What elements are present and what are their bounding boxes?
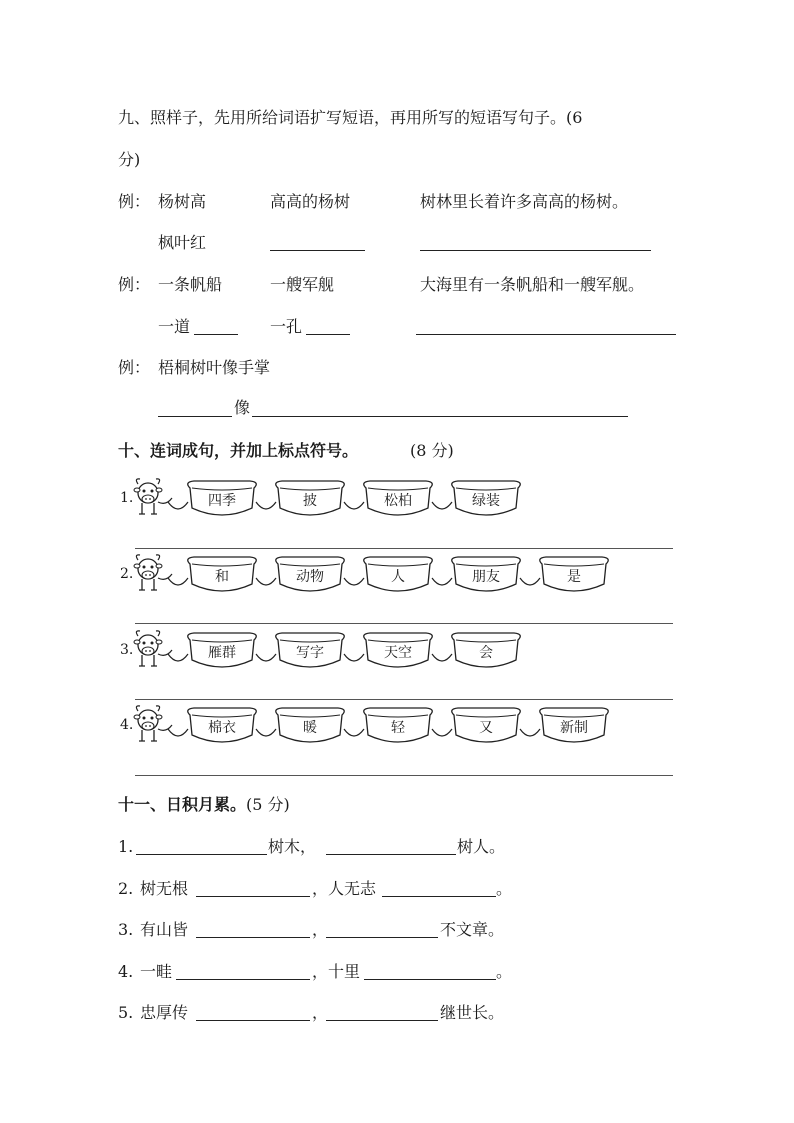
section-10-title: 十、连词成句，并加上标点符号。 (118, 441, 359, 460)
chain-connector (256, 502, 276, 509)
chain-connector (344, 654, 364, 661)
cow-mascot-icon (134, 479, 172, 514)
chain-connector (256, 578, 276, 585)
example-3-prefix: 例： (118, 358, 151, 377)
chain-row-number: 1. (120, 490, 134, 506)
chain-connector (432, 502, 452, 509)
chain-connector (520, 578, 540, 585)
item-5-num: 5. (118, 1003, 134, 1022)
item-3-blank1[interactable] (196, 937, 310, 938)
item-3-num: 3. (118, 920, 134, 939)
chain-connector (168, 578, 188, 585)
cow-mascot-icon (134, 555, 172, 590)
section-11-points: (5 分) (246, 795, 290, 814)
example-2-phrase: 一艘军舰 (270, 275, 335, 294)
chain-connector (344, 729, 364, 736)
item-4-num: 4. (118, 962, 134, 981)
item-2-text-c: 。 (496, 879, 513, 898)
word-card-label: 雁群 (208, 645, 236, 661)
word-card-label: 又 (479, 720, 493, 736)
word-card-label: 轻 (391, 720, 405, 736)
example-1-phrase: 高高的杨树 (270, 192, 351, 211)
chain-connector (168, 502, 188, 509)
section-9-title-line2: 分) (118, 150, 141, 169)
item-5-blank1[interactable] (196, 1020, 310, 1021)
answer-line-4[interactable] (135, 775, 673, 776)
item-5-text-c: 继世长。 (440, 1003, 505, 1022)
item-2-blank2[interactable] (382, 896, 496, 897)
section-10-points: (8 分) (410, 441, 454, 460)
answer-line-1[interactable] (135, 548, 673, 549)
chain-connector (256, 654, 276, 661)
example-2-sentence: 大海里有一条帆船和一艘军舰。 (420, 275, 645, 294)
item-2-text-b: ，人无志 (312, 879, 377, 898)
cow-mascot-icon (134, 706, 172, 741)
example-2-word: 一条帆船 (158, 275, 223, 294)
chain-connector (168, 729, 188, 736)
answer-line-2[interactable] (135, 623, 673, 624)
item-4-blank1[interactable] (176, 979, 310, 980)
answer-line-3[interactable] (135, 699, 673, 700)
task-2-word2: 一孔 (270, 317, 303, 336)
chain-connector (432, 578, 452, 585)
item-4-text-c: 。 (496, 962, 513, 981)
word-card-label: 动物 (296, 569, 324, 585)
word-card-label: 是 (567, 569, 581, 585)
item-1-num: 1. (118, 837, 134, 856)
chain-connector (344, 502, 364, 509)
item-5-blank2[interactable] (326, 1020, 438, 1021)
item-2-blank1[interactable] (196, 896, 310, 897)
item-4-blank2[interactable] (364, 979, 496, 980)
chain-row-number: 4. (120, 717, 134, 733)
word-card-label: 绿装 (472, 493, 500, 509)
word-card-label: 披 (303, 493, 317, 509)
example-1-prefix: 例： (118, 192, 151, 211)
cow-mascot-icon (134, 631, 172, 666)
item-5-text-b: ， (312, 1003, 329, 1022)
item-3-text-c: 不文章。 (440, 920, 505, 939)
item-3-text-a: 有山皆 (140, 920, 189, 939)
word-card-label: 写字 (296, 645, 324, 661)
word-card-label: 新制 (560, 720, 588, 736)
example-1-word: 杨树高 (158, 192, 207, 211)
word-chain-row (132, 552, 581, 600)
chain-connector (432, 654, 452, 661)
item-3-text-b: ， (312, 920, 329, 939)
item-5-text-a: 忠厚传 (140, 1003, 189, 1022)
task-2-blank1[interactable] (194, 334, 238, 335)
chain-connector (168, 654, 188, 661)
word-card-label: 人 (391, 569, 405, 585)
section-11-title: 十一、日积月累。 (118, 795, 247, 814)
item-4-text-b: ，十里 (312, 962, 361, 981)
word-card-label: 棉衣 (208, 720, 236, 736)
item-2-text-a: 树无根 (140, 879, 189, 898)
task-3-middle: 像 (234, 398, 251, 417)
task-1-sentence-blank[interactable] (420, 250, 651, 251)
task-1-word: 枫叶红 (158, 233, 207, 252)
task-2-sentence-blank[interactable] (416, 334, 676, 335)
word-card-label: 四季 (208, 493, 236, 509)
item-4-text-a: 一畦 (140, 962, 173, 981)
item-1-text-c: 树人。 (457, 837, 506, 856)
task-2-blank2[interactable] (306, 334, 350, 335)
item-2-num: 2. (118, 879, 134, 898)
item-3-blank2[interactable] (326, 937, 438, 938)
example-2-prefix: 例： (118, 275, 151, 294)
word-card-label: 天空 (384, 645, 412, 661)
word-card-label: 和 (215, 569, 229, 585)
chain-connector (344, 578, 364, 585)
item-1-blank2[interactable] (326, 854, 456, 855)
task-2-word1: 一道 (158, 317, 191, 336)
task-1-phrase-blank[interactable] (270, 250, 365, 251)
word-chain-row (132, 476, 552, 524)
word-card-label: 会 (479, 645, 493, 661)
word-card-label: 暖 (303, 720, 317, 736)
section-9-title-line1: 九、照样子，先用所给词语扩写短语，再用所写的短语写句子。(6 (118, 108, 583, 127)
word-card-label: 松柏 (384, 493, 412, 509)
chain-row-number: 3. (120, 642, 134, 658)
word-chain-row (132, 628, 552, 676)
word-chain-row (132, 703, 588, 751)
chain-connector (256, 729, 276, 736)
example-1-sentence: 树林里长着许多高高的杨树。 (420, 192, 629, 211)
chain-connector (432, 729, 452, 736)
item-1-text-b: 树木， (268, 837, 317, 856)
chain-row-number: 2. (120, 566, 134, 582)
word-card-label: 朋友 (472, 569, 500, 585)
example-3-text: 梧桐树叶像手掌 (158, 358, 271, 377)
item-1-blank1[interactable] (136, 854, 267, 855)
task-3-blank1[interactable] (158, 416, 232, 417)
chain-connector (520, 729, 540, 736)
task-3-blank2[interactable] (252, 416, 628, 417)
